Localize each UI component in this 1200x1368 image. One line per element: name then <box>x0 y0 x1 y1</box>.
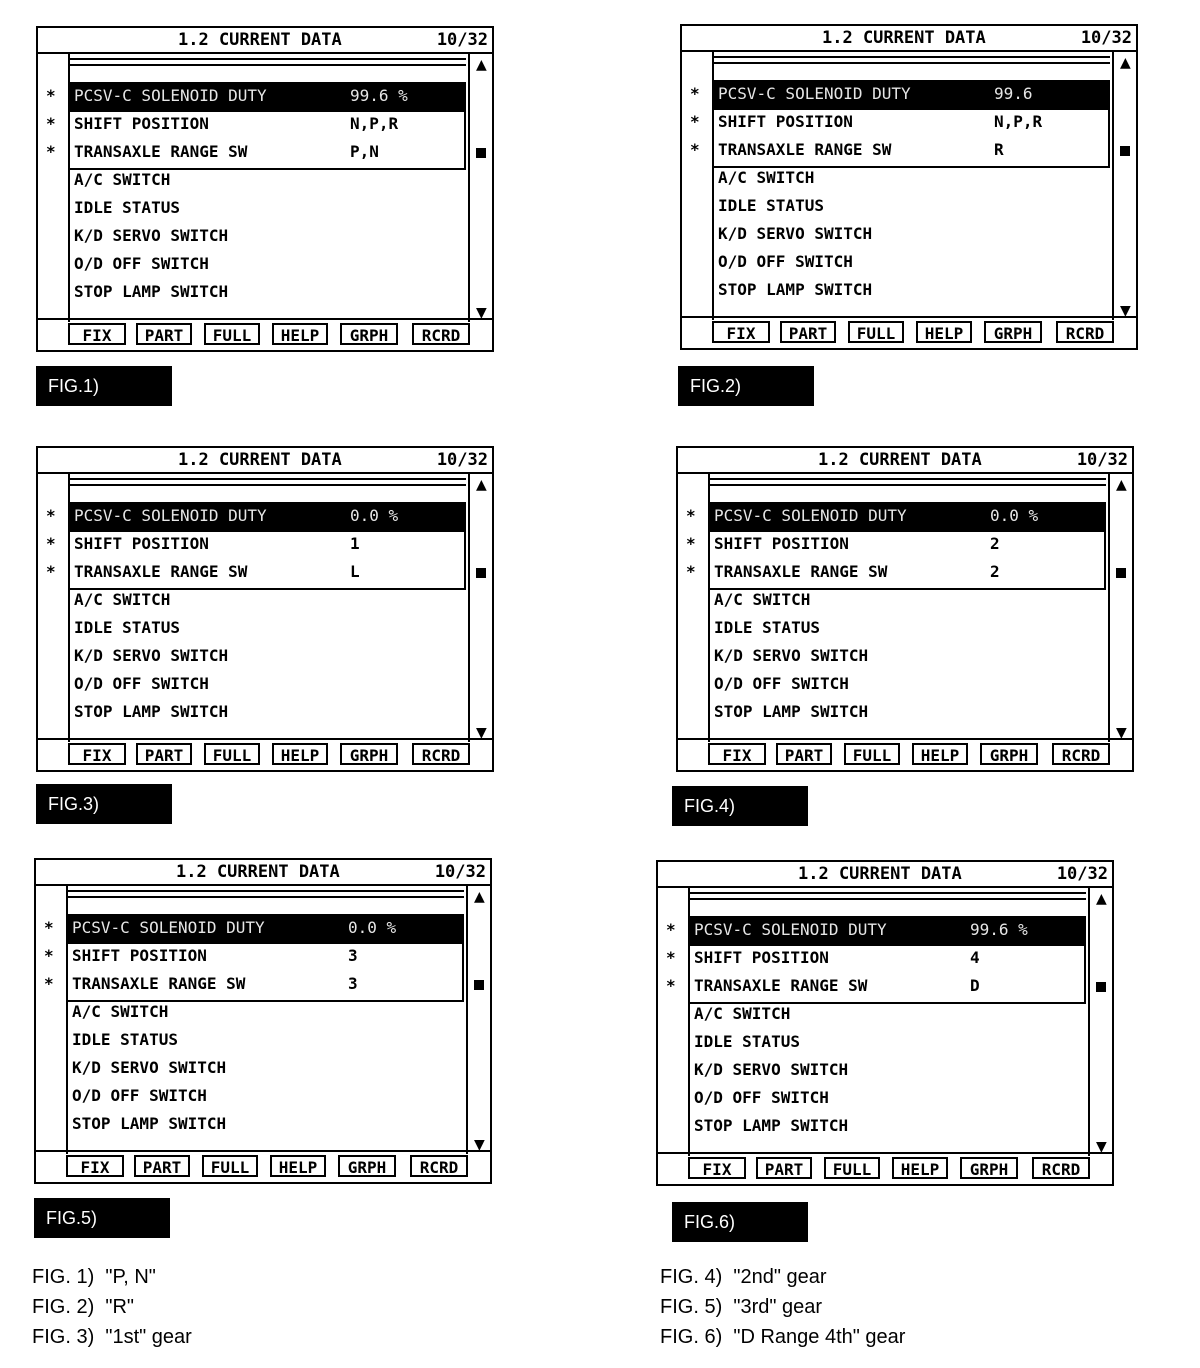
fixed-marker: * <box>46 506 56 525</box>
part-button[interactable]: PART <box>780 321 836 343</box>
scroll-thumb[interactable] <box>1096 982 1106 992</box>
fixed-marker: * <box>686 506 696 525</box>
scroll-thumb[interactable] <box>1116 568 1126 578</box>
full-button[interactable]: FULL <box>844 743 900 765</box>
scan-screen <box>676 446 1134 772</box>
data-row-label[interactable]: PCSV-C SOLENOID DUTY <box>694 920 887 939</box>
data-row-label[interactable]: O/D OFF SWITCH <box>718 252 853 271</box>
record-button[interactable]: RCRD <box>412 323 470 345</box>
shift-position-value: 3 <box>348 946 358 965</box>
data-row-label[interactable]: PCSV-C SOLENOID DUTY <box>718 84 911 103</box>
shift-position-value: 4 <box>970 948 980 967</box>
data-row-label[interactable]: A/C SWITCH <box>714 590 811 609</box>
fixed-marker: * <box>690 140 700 159</box>
help-button[interactable]: HELP <box>912 743 968 765</box>
screen-title: 1.2 CURRENT DATA <box>178 30 342 50</box>
figure-label: FIG.5) <box>34 1198 170 1238</box>
scan-screen <box>34 858 492 1184</box>
data-row-label[interactable]: SHIFT POSITION <box>72 946 207 965</box>
range-switch-value: 2 <box>990 562 1000 581</box>
scroll-down-icon[interactable]: ▼ <box>1120 303 1131 319</box>
scan-panel <box>36 26 496 396</box>
fix-button[interactable]: FIX <box>712 321 770 343</box>
figure-label: FIG.6) <box>672 1202 808 1242</box>
caption-text: "1st" gear <box>105 1326 192 1348</box>
fixed-marker: * <box>44 946 54 965</box>
fix-button[interactable]: FIX <box>68 323 126 345</box>
caption-row <box>32 1322 192 1352</box>
full-button[interactable]: FULL <box>202 1155 258 1177</box>
graph-button[interactable]: GRPH <box>960 1157 1018 1179</box>
caption-fig: FIG. 4) <box>660 1266 723 1288</box>
data-list <box>68 472 470 742</box>
fixed-marker: * <box>666 920 676 939</box>
data-row-label[interactable]: K/D SERVO SWITCH <box>74 646 229 665</box>
data-row-label[interactable]: K/D SERVO SWITCH <box>718 224 873 243</box>
scroll-down-icon[interactable]: ▼ <box>1096 1139 1107 1155</box>
data-row-label[interactable]: STOP LAMP SWITCH <box>694 1116 849 1135</box>
data-row-label[interactable]: SHIFT POSITION <box>74 114 209 133</box>
divider <box>70 478 466 486</box>
data-row-label[interactable]: STOP LAMP SWITCH <box>714 702 869 721</box>
caption-text: "D Range 4th" gear <box>733 1326 906 1348</box>
screen-title: 1.2 CURRENT DATA <box>818 450 982 470</box>
record-button[interactable]: RCRD <box>1052 743 1110 765</box>
function-key-bar <box>678 738 1134 770</box>
caption-fig: FIG. 3) <box>32 1326 95 1348</box>
data-row-label[interactable]: O/D OFF SWITCH <box>714 674 849 693</box>
data-row-label[interactable]: PCSV-C SOLENOID DUTY <box>74 86 267 105</box>
scan-screen <box>680 24 1138 350</box>
fixed-marker: * <box>666 948 676 967</box>
data-row-label[interactable]: PCSV-C SOLENOID DUTY <box>74 506 267 525</box>
data-row-label[interactable]: TRANSAXLE RANGE SW <box>74 142 248 161</box>
data-row-label[interactable]: SHIFT POSITION <box>718 112 853 131</box>
shift-position-value: 1 <box>350 534 360 553</box>
page-counter: 10/32 <box>434 862 486 882</box>
figure-label: FIG.3) <box>36 784 172 824</box>
data-row-label[interactable]: A/C SWITCH <box>694 1004 791 1023</box>
page-counter: 10/32 <box>436 450 488 470</box>
title-bar <box>36 860 492 886</box>
fixed-marker: * <box>690 84 700 103</box>
caption-row <box>660 1292 905 1322</box>
title-bar <box>682 26 1138 52</box>
caption-fig: FIG. 2) <box>32 1296 95 1318</box>
data-row-label[interactable]: A/C SWITCH <box>72 1002 169 1021</box>
range-switch-value: L <box>350 562 360 581</box>
fixed-marker: * <box>46 114 56 133</box>
title-bar <box>38 448 494 474</box>
part-button[interactable]: PART <box>136 323 192 345</box>
caption-fig: FIG. 5) <box>660 1296 723 1318</box>
data-row-label[interactable]: O/D OFF SWITCH <box>74 674 209 693</box>
record-button[interactable]: RCRD <box>1056 321 1114 343</box>
scroll-up-icon[interactable]: ▲ <box>1096 891 1107 907</box>
scroll-up-icon[interactable]: ▲ <box>476 57 487 73</box>
scroll-thumb[interactable] <box>476 568 486 578</box>
graph-button[interactable]: GRPH <box>980 743 1038 765</box>
page-counter: 10/32 <box>436 30 488 50</box>
data-list <box>688 886 1090 1156</box>
page-counter: 10/32 <box>1080 28 1132 48</box>
fixed-marker: * <box>44 974 54 993</box>
data-row-label[interactable]: A/C SWITCH <box>718 168 815 187</box>
duty-value: 0.0 % <box>348 918 397 937</box>
part-button[interactable]: PART <box>776 743 832 765</box>
scroll-up-icon[interactable]: ▲ <box>476 477 487 493</box>
scan-screen <box>36 446 494 772</box>
data-row-label[interactable]: K/D SERVO SWITCH <box>72 1058 227 1077</box>
scroll-thumb[interactable] <box>474 980 484 990</box>
scroll-down-icon[interactable]: ▼ <box>474 1137 485 1153</box>
duty-value: 99.6 % <box>970 920 1028 939</box>
fixed-marker: * <box>46 562 56 581</box>
figure-label: FIG.1) <box>36 366 172 406</box>
divider <box>690 892 1086 900</box>
figure-label: FIG.4) <box>672 786 808 826</box>
data-row-label[interactable]: IDLE STATUS <box>74 198 180 217</box>
fix-button[interactable]: FIX <box>708 743 766 765</box>
data-row-label[interactable]: SHIFT POSITION <box>694 948 829 967</box>
function-key-bar <box>38 738 494 770</box>
fix-button[interactable]: FIX <box>66 1155 124 1177</box>
divider <box>710 478 1106 486</box>
scroll-down-icon[interactable]: ▼ <box>476 725 487 741</box>
data-row-label[interactable]: IDLE STATUS <box>718 196 824 215</box>
data-row-label[interactable]: TRANSAXLE RANGE SW <box>74 562 248 581</box>
data-list <box>66 884 468 1154</box>
scroll-thumb[interactable] <box>476 148 486 158</box>
screen-title: 1.2 CURRENT DATA <box>822 28 986 48</box>
part-button[interactable]: PART <box>136 743 192 765</box>
data-list <box>708 472 1110 742</box>
duty-value: 0.0 % <box>990 506 1039 525</box>
graph-button[interactable]: GRPH <box>340 323 398 345</box>
scan-panel <box>36 446 496 814</box>
divider <box>68 890 464 898</box>
scan-screen <box>656 860 1114 1186</box>
page-counter: 10/32 <box>1076 450 1128 470</box>
full-button[interactable]: FULL <box>824 1157 880 1179</box>
scroll-up-icon[interactable]: ▲ <box>474 889 485 905</box>
shift-position-value: 2 <box>990 534 1000 553</box>
data-row-label[interactable]: K/D SERVO SWITCH <box>714 646 869 665</box>
caption-fig: FIG. 1) <box>32 1266 95 1288</box>
data-list <box>712 50 1114 320</box>
data-row-label[interactable]: K/D SERVO SWITCH <box>694 1060 849 1079</box>
data-row-label[interactable]: SHIFT POSITION <box>714 534 849 553</box>
shift-position-value: N,P,R <box>350 114 399 133</box>
record-button[interactable]: RCRD <box>1032 1157 1090 1179</box>
data-row-label[interactable]: K/D SERVO SWITCH <box>74 226 229 245</box>
fixed-marker: * <box>686 562 696 581</box>
page-counter: 10/32 <box>1056 864 1108 884</box>
function-key-bar <box>658 1152 1114 1184</box>
data-row-label[interactable]: PCSV-C SOLENOID DUTY <box>72 918 265 937</box>
caption-text: "2nd" gear <box>733 1266 827 1288</box>
fix-button[interactable]: FIX <box>68 743 126 765</box>
caption-fig: FIG. 6) <box>660 1326 723 1348</box>
range-switch-value: P,N <box>350 142 379 161</box>
data-row-label[interactable]: O/D OFF SWITCH <box>694 1088 829 1107</box>
title-bar <box>38 28 494 54</box>
caption-row <box>660 1322 905 1352</box>
caption-row <box>32 1262 192 1292</box>
screen-title: 1.2 CURRENT DATA <box>178 450 342 470</box>
graph-button[interactable]: GRPH <box>984 321 1042 343</box>
help-button[interactable]: HELP <box>892 1157 948 1179</box>
data-list <box>68 52 470 322</box>
scroll-down-icon[interactable]: ▼ <box>476 305 487 321</box>
caption-row <box>660 1262 905 1292</box>
data-row-label[interactable]: TRANSAXLE RANGE SW <box>694 976 868 995</box>
graph-button[interactable]: GRPH <box>338 1155 396 1177</box>
data-row-label[interactable]: A/C SWITCH <box>74 590 171 609</box>
data-row-label[interactable]: TRANSAXLE RANGE SW <box>72 974 246 993</box>
fixed-marker: * <box>690 112 700 131</box>
data-row-label[interactable]: O/D OFF SWITCH <box>72 1086 207 1105</box>
caption-row <box>32 1292 192 1322</box>
range-switch-value: D <box>970 976 980 995</box>
fix-button[interactable]: FIX <box>688 1157 746 1179</box>
scroll-up-icon[interactable]: ▲ <box>1116 477 1127 493</box>
record-button[interactable]: RCRD <box>410 1155 468 1177</box>
divider <box>70 58 466 66</box>
fixed-marker: * <box>666 976 676 995</box>
divider <box>714 56 1110 64</box>
fixed-marker: * <box>44 918 54 937</box>
scan-screen <box>36 26 494 352</box>
graph-button[interactable]: GRPH <box>340 743 398 765</box>
help-button[interactable]: HELP <box>272 323 328 345</box>
data-row-label[interactable]: IDLE STATUS <box>74 618 180 637</box>
full-button[interactable]: FULL <box>204 743 260 765</box>
range-switch-value: 3 <box>348 974 358 993</box>
full-button[interactable]: FULL <box>848 321 904 343</box>
help-button[interactable]: HELP <box>272 743 328 765</box>
caption-text: "R" <box>105 1296 135 1318</box>
scroll-thumb[interactable] <box>1120 146 1130 156</box>
scan-panel <box>680 24 1140 396</box>
range-switch-value: R <box>994 140 1004 159</box>
shift-position-value: N,P,R <box>994 112 1043 131</box>
data-row-label[interactable]: STOP LAMP SWITCH <box>718 280 873 299</box>
data-row-label[interactable]: IDLE STATUS <box>694 1032 800 1051</box>
duty-value: 0.0 % <box>350 506 399 525</box>
data-row-label[interactable]: STOP LAMP SWITCH <box>74 282 229 301</box>
figure-label: FIG.2) <box>678 366 814 406</box>
title-bar <box>658 862 1114 888</box>
fixed-marker: * <box>46 86 56 105</box>
full-button[interactable]: FULL <box>204 323 260 345</box>
data-row-label[interactable]: STOP LAMP SWITCH <box>72 1114 227 1133</box>
scan-panel <box>676 446 1136 816</box>
data-row-label[interactable]: IDLE STATUS <box>714 618 820 637</box>
fixed-marker: * <box>686 534 696 553</box>
screen-title: 1.2 CURRENT DATA <box>798 864 962 884</box>
caption-text: "P, N" <box>105 1266 156 1288</box>
data-row-label[interactable]: STOP LAMP SWITCH <box>74 702 229 721</box>
fixed-marker: * <box>46 534 56 553</box>
data-row-label[interactable]: PCSV-C SOLENOID DUTY <box>714 506 907 525</box>
data-row-label[interactable]: O/D OFF SWITCH <box>74 254 209 273</box>
function-key-bar <box>38 318 494 350</box>
duty-value: 99.6 % <box>350 86 408 105</box>
fixed-marker: * <box>46 142 56 161</box>
screen-title: 1.2 CURRENT DATA <box>176 862 340 882</box>
scan-panel <box>34 858 494 1228</box>
data-row-label[interactable]: SHIFT POSITION <box>74 534 209 553</box>
scroll-down-icon[interactable]: ▼ <box>1116 725 1127 741</box>
help-button[interactable]: HELP <box>270 1155 326 1177</box>
help-button[interactable]: HELP <box>916 321 972 343</box>
scroll-up-icon[interactable]: ▲ <box>1120 55 1131 71</box>
caption-text: "3rd" gear <box>733 1296 823 1318</box>
data-row-label[interactable]: TRANSAXLE RANGE SW <box>718 140 892 159</box>
captions-right <box>660 1262 905 1352</box>
part-button[interactable]: PART <box>134 1155 190 1177</box>
scan-panel <box>656 860 1116 1232</box>
data-row-label[interactable]: IDLE STATUS <box>72 1030 178 1049</box>
duty-value: 99.6 <box>994 84 1033 103</box>
title-bar <box>678 448 1134 474</box>
function-key-bar <box>682 316 1138 348</box>
record-button[interactable]: RCRD <box>412 743 470 765</box>
function-key-bar <box>36 1150 492 1182</box>
data-row-label[interactable]: TRANSAXLE RANGE SW <box>714 562 888 581</box>
captions-left <box>32 1262 192 1352</box>
data-row-label[interactable]: A/C SWITCH <box>74 170 171 189</box>
part-button[interactable]: PART <box>756 1157 812 1179</box>
